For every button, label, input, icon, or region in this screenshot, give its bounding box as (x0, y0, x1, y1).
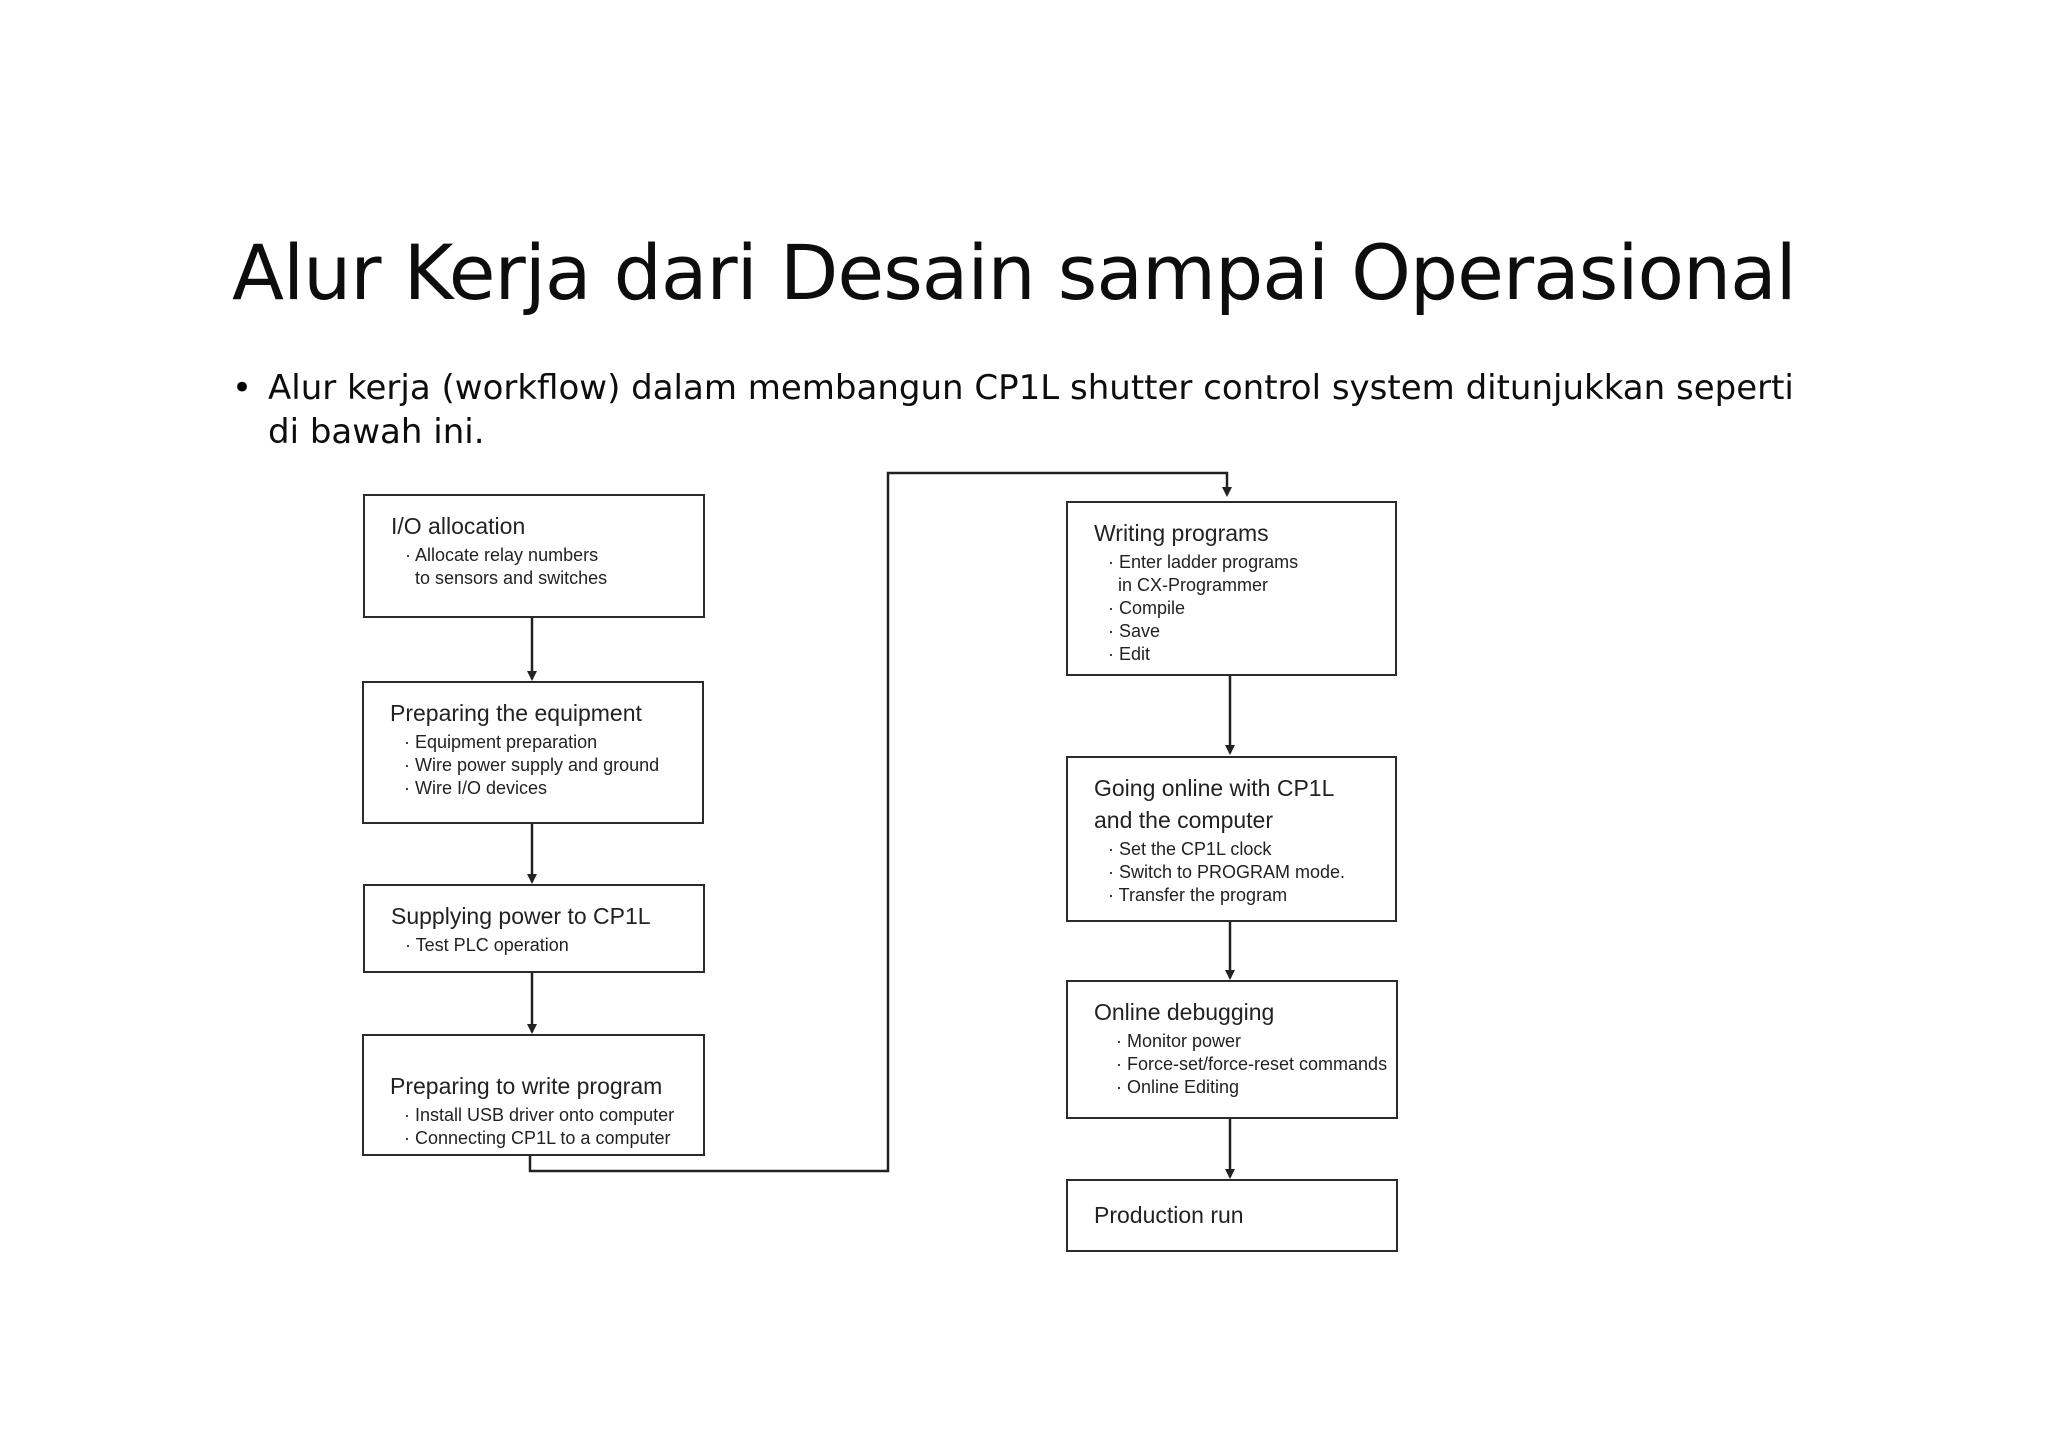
step-online-debugging (1066, 980, 1398, 1119)
step-item: · Transfer the program (1108, 885, 1288, 905)
step-title: Supplying power to CP1L (391, 903, 651, 929)
step-item: · Edit (1108, 644, 1151, 664)
step-title: I/O allocation (391, 513, 526, 539)
step-production-run (1066, 1179, 1398, 1252)
step-item: · Save (1108, 621, 1161, 641)
step-io-allocation (363, 494, 705, 618)
step-item: · Set the CP1L clock (1108, 839, 1272, 859)
slide-title: Alur Kerja dari Desain sampai Operasional (232, 228, 1796, 317)
step-preparing-program (362, 1034, 705, 1156)
bullet-marker: • (232, 368, 253, 408)
step-item: · Allocate relay numbers (405, 545, 599, 565)
step-item: · Wire I/O devices (404, 778, 548, 798)
step-item: · Equipment preparation (404, 732, 598, 752)
step-item: · Enter ladder programs (1108, 552, 1299, 572)
step-item: · Wire power supply and ground (404, 755, 660, 775)
step-title: Writing programs (1094, 520, 1269, 546)
step-item: · Connecting CP1L to a computer (404, 1128, 671, 1148)
step-item: · Switch to PROGRAM mode. (1108, 862, 1346, 882)
step-title: Going online with CP1L (1094, 775, 1335, 801)
step-title: Preparing the equipment (390, 700, 642, 726)
bullet-text: Alur kerja (workflow) dalam membangun CP1L shutter control system ditunjukkan seperti di bawah ini. (268, 368, 1794, 452)
step-item: · Install USB driver onto computer (404, 1105, 675, 1125)
step-title: Online debugging (1094, 999, 1275, 1025)
step-item: · Compile (1108, 598, 1186, 618)
step-item: in CX-Programmer (1108, 575, 1269, 595)
step-title-line2: and the computer (1094, 807, 1274, 833)
step-item: · Force-set/force-reset commands (1116, 1054, 1388, 1074)
step-item: · Online Editing (1116, 1077, 1240, 1097)
step-writing-programs (1066, 501, 1397, 676)
step-title: Production run (1094, 1202, 1244, 1228)
step-supplying-power (363, 884, 705, 973)
step-preparing-equipment (362, 681, 704, 824)
step-item: to sensors and switches (405, 568, 608, 588)
step-item: · Monitor power (1116, 1031, 1242, 1051)
step-item: · Test PLC operation (405, 935, 569, 955)
step-going-online (1066, 756, 1397, 922)
step-title: Preparing to write program (390, 1073, 663, 1099)
